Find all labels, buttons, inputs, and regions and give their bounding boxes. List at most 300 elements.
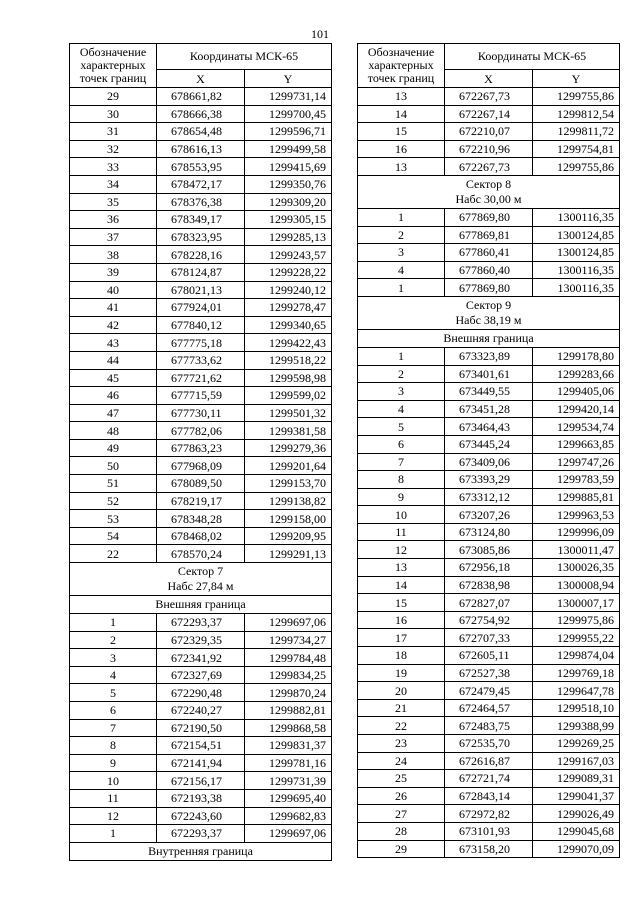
point-number: 13 [358, 88, 445, 106]
point-number: 10 [70, 772, 157, 790]
x-coordinate: 677721,62 [157, 369, 245, 387]
table-row [358, 158, 620, 176]
x-coordinate: 677863,23 [157, 439, 245, 457]
x-coordinate: 672154,51 [157, 737, 245, 755]
y-coordinate: 1300116,35 [533, 279, 620, 297]
point-number: 10 [358, 506, 445, 524]
y-coordinate: 1299769,18 [533, 664, 620, 682]
y-coordinate: 1299240,12 [245, 281, 332, 299]
point-number: 1 [70, 614, 157, 632]
table-row [70, 369, 332, 387]
y-coordinate: 1300008,94 [533, 576, 620, 594]
x-coordinate: 678472,17 [157, 175, 245, 193]
section-row [358, 329, 620, 347]
point-number: 26 [358, 787, 445, 805]
y-coordinate: 1300124,85 [533, 244, 620, 262]
point-number: 15 [358, 123, 445, 141]
x-coordinate: 672827,07 [445, 594, 533, 612]
x-coordinate: 678323,95 [157, 228, 245, 246]
table-row [70, 475, 332, 493]
table-row [70, 510, 332, 528]
y-coordinate: 1299700,45 [245, 105, 332, 123]
point-number: 13 [358, 158, 445, 176]
table-row [358, 735, 620, 753]
table-row [70, 666, 332, 684]
table-row [70, 422, 332, 440]
x-coordinate: 672605,11 [445, 647, 533, 665]
x-coordinate: 672290,48 [157, 684, 245, 702]
point-number: 50 [70, 457, 157, 475]
table-row [358, 383, 620, 401]
table-row [358, 88, 620, 106]
y-coordinate: 1299283,66 [533, 365, 620, 383]
point-number: 4 [358, 400, 445, 418]
y-coordinate: 1300124,85 [533, 226, 620, 244]
table-row [358, 435, 620, 453]
table-row [358, 244, 620, 262]
y-coordinate: 1299309,20 [245, 193, 332, 211]
point-number: 1 [358, 347, 445, 365]
point-number: 46 [70, 387, 157, 405]
y-coordinate: 1299784,48 [245, 649, 332, 667]
table-row [70, 457, 332, 475]
point-number: 3 [70, 649, 157, 667]
x-coordinate: 673464,43 [445, 418, 533, 436]
x-coordinate: 678616,13 [157, 140, 245, 158]
x-coordinate: 673393,29 [445, 471, 533, 489]
x-coordinate: 677840,12 [157, 316, 245, 334]
point-number: 47 [70, 404, 157, 422]
table-row [70, 316, 332, 334]
point-number: 32 [70, 140, 157, 158]
point-number: 43 [70, 334, 157, 352]
x-coordinate: 672721,74 [445, 770, 533, 788]
x-coordinate: 672267,73 [445, 158, 533, 176]
table-row [70, 772, 332, 790]
table-row [358, 717, 620, 735]
table-row [70, 211, 332, 229]
table-row [70, 631, 332, 649]
table-row [70, 105, 332, 123]
point-number: 2 [358, 365, 445, 383]
point-number: 51 [70, 475, 157, 493]
x-coordinate: 672243,60 [157, 807, 245, 825]
y-coordinate: 1299291,13 [245, 545, 332, 563]
point-number: 4 [358, 261, 445, 279]
y-coordinate: 1300026,35 [533, 559, 620, 577]
header-label: Обозначение характерных точек границ [70, 44, 157, 88]
y-coordinate: 1299697,06 [245, 614, 332, 632]
point-number: 12 [70, 807, 157, 825]
point-number: 13 [358, 559, 445, 577]
y-coordinate: 1299747,26 [533, 453, 620, 471]
table-row [70, 193, 332, 211]
point-number: 4 [70, 666, 157, 684]
x-coordinate: 672141,94 [157, 754, 245, 772]
y-coordinate: 1299070,09 [533, 840, 620, 858]
table-row [358, 105, 620, 123]
y-coordinate: 1299045,68 [533, 822, 620, 840]
x-coordinate: 672210,96 [445, 140, 533, 158]
section-row [70, 842, 332, 860]
point-number: 37 [70, 228, 157, 246]
y-coordinate: 1299731,39 [245, 772, 332, 790]
header-x: X [157, 70, 245, 88]
x-coordinate: 673207,26 [445, 506, 533, 524]
table-row [70, 351, 332, 369]
point-number: 2 [358, 226, 445, 244]
table-row [70, 545, 332, 563]
y-coordinate: 1299201,64 [245, 457, 332, 475]
y-coordinate: 1299499,58 [245, 140, 332, 158]
header-label: Обозначение характерных точек границ [358, 44, 445, 88]
x-coordinate: 677968,09 [157, 457, 245, 475]
x-coordinate: 672156,17 [157, 772, 245, 790]
point-number: 9 [70, 754, 157, 772]
y-coordinate: 1299501,32 [245, 404, 332, 422]
x-coordinate: 673323,89 [445, 347, 533, 365]
x-coordinate: 672707,33 [445, 629, 533, 647]
header-coords: Координаты МСК-65 [445, 44, 620, 70]
y-coordinate: 1299209,95 [245, 527, 332, 545]
table-row [358, 523, 620, 541]
x-coordinate: 673085,86 [445, 541, 533, 559]
table-row [70, 228, 332, 246]
header-y: Y [533, 70, 620, 88]
table-row [358, 208, 620, 226]
y-coordinate: 1300116,35 [533, 208, 620, 226]
table-row [358, 822, 620, 840]
section-title: Сектор 9 Набс 38,19 м [358, 296, 620, 329]
page-number: 101 [311, 27, 329, 41]
point-number: 48 [70, 422, 157, 440]
point-number: 29 [70, 88, 157, 106]
y-coordinate: 1299874,04 [533, 647, 620, 665]
table-row [358, 140, 620, 158]
table-row [358, 699, 620, 717]
x-coordinate: 672843,14 [445, 787, 533, 805]
x-coordinate: 672293,37 [157, 825, 245, 843]
table-row [358, 805, 620, 823]
x-coordinate: 673158,20 [445, 840, 533, 858]
point-number: 14 [358, 576, 445, 594]
point-number: 16 [358, 140, 445, 158]
header-x: X [445, 70, 533, 88]
table-row [70, 825, 332, 843]
table-row [70, 334, 332, 352]
x-coordinate: 678661,82 [157, 88, 245, 106]
table-row [70, 158, 332, 176]
header-coords: Координаты МСК-65 [157, 44, 332, 70]
point-number: 11 [358, 523, 445, 541]
x-coordinate: 678219,17 [157, 492, 245, 510]
x-coordinate: 673124,80 [445, 523, 533, 541]
table-row [358, 840, 620, 858]
point-number: 5 [70, 684, 157, 702]
y-coordinate: 1299885,81 [533, 488, 620, 506]
table-row [358, 559, 620, 577]
table-row [358, 576, 620, 594]
table-row [70, 299, 332, 317]
x-coordinate: 672341,92 [157, 649, 245, 667]
point-number: 54 [70, 527, 157, 545]
y-coordinate: 1299305,15 [245, 211, 332, 229]
table-row [358, 471, 620, 489]
table-row [70, 527, 332, 545]
point-number: 40 [70, 281, 157, 299]
table-row [358, 664, 620, 682]
x-coordinate: 672479,45 [445, 682, 533, 700]
point-number: 15 [358, 594, 445, 612]
table-row [358, 400, 620, 418]
y-coordinate: 1299420,14 [533, 400, 620, 418]
x-coordinate: 678349,17 [157, 211, 245, 229]
point-number: 28 [358, 822, 445, 840]
point-number: 34 [70, 175, 157, 193]
table-row [358, 594, 620, 612]
y-coordinate: 1299041,37 [533, 787, 620, 805]
y-coordinate: 1299518,10 [533, 699, 620, 717]
table-row [70, 387, 332, 405]
point-number: 3 [358, 244, 445, 262]
y-coordinate: 1299285,13 [245, 228, 332, 246]
point-number: 1 [358, 279, 445, 297]
y-coordinate: 1299405,06 [533, 383, 620, 401]
x-coordinate: 673445,24 [445, 435, 533, 453]
point-number: 22 [70, 545, 157, 563]
point-number: 16 [358, 611, 445, 629]
y-coordinate: 1299783,59 [533, 471, 620, 489]
table-row [70, 263, 332, 281]
table-row [70, 175, 332, 193]
y-coordinate: 1299269,25 [533, 735, 620, 753]
table-row [358, 506, 620, 524]
y-coordinate: 1299868,58 [245, 719, 332, 737]
y-coordinate: 1299754,81 [533, 140, 620, 158]
table-row [358, 123, 620, 141]
point-number: 20 [358, 682, 445, 700]
x-coordinate: 677869,80 [445, 279, 533, 297]
x-coordinate: 673451,28 [445, 400, 533, 418]
point-number: 27 [358, 805, 445, 823]
table-row [70, 281, 332, 299]
y-coordinate: 1299388,99 [533, 717, 620, 735]
x-coordinate: 673449,55 [445, 383, 533, 401]
point-number: 12 [358, 541, 445, 559]
point-number: 36 [70, 211, 157, 229]
y-coordinate: 1299870,24 [245, 684, 332, 702]
x-coordinate: 672193,38 [157, 789, 245, 807]
table-row [70, 88, 332, 106]
table-row [70, 439, 332, 457]
table-row [358, 647, 620, 665]
y-coordinate: 1299598,98 [245, 369, 332, 387]
y-coordinate: 1299647,78 [533, 682, 620, 700]
x-coordinate: 672464,57 [445, 699, 533, 717]
table-row [358, 488, 620, 506]
x-coordinate: 678468,02 [157, 527, 245, 545]
x-coordinate: 672293,37 [157, 614, 245, 632]
y-coordinate: 1299381,58 [245, 422, 332, 440]
y-coordinate: 1299138,82 [245, 492, 332, 510]
x-coordinate: 678124,87 [157, 263, 245, 281]
y-coordinate: 1300011,47 [533, 541, 620, 559]
x-coordinate: 672754,92 [445, 611, 533, 629]
x-coordinate: 672327,69 [157, 666, 245, 684]
section-row [70, 596, 332, 614]
x-coordinate: 672535,70 [445, 735, 533, 753]
x-coordinate: 678654,48 [157, 123, 245, 141]
x-coordinate: 672838,98 [445, 576, 533, 594]
point-number: 29 [358, 840, 445, 858]
x-coordinate: 672329,35 [157, 631, 245, 649]
point-number: 41 [70, 299, 157, 317]
y-coordinate: 1299682,83 [245, 807, 332, 825]
section-row [358, 175, 620, 208]
x-coordinate: 678228,16 [157, 246, 245, 264]
point-number: 35 [70, 193, 157, 211]
y-coordinate: 1299596,71 [245, 123, 332, 141]
point-number: 30 [70, 105, 157, 123]
y-coordinate: 1299350,76 [245, 175, 332, 193]
x-coordinate: 677860,41 [445, 244, 533, 262]
point-number: 52 [70, 492, 157, 510]
y-coordinate: 1299178,80 [533, 347, 620, 365]
point-number: 2 [70, 631, 157, 649]
header-y: Y [245, 70, 332, 88]
table-row [358, 752, 620, 770]
x-coordinate: 672972,82 [445, 805, 533, 823]
x-coordinate: 672956,18 [445, 559, 533, 577]
y-coordinate: 1299422,43 [245, 334, 332, 352]
table-row [70, 737, 332, 755]
x-coordinate: 678666,38 [157, 105, 245, 123]
table-row [358, 226, 620, 244]
table-row [70, 123, 332, 141]
y-coordinate: 1299243,57 [245, 246, 332, 264]
y-coordinate: 1299695,40 [245, 789, 332, 807]
table-row [358, 365, 620, 383]
point-number: 24 [358, 752, 445, 770]
point-number: 8 [70, 737, 157, 755]
table-row [70, 684, 332, 702]
y-coordinate: 1299755,86 [533, 88, 620, 106]
point-number: 1 [70, 825, 157, 843]
y-coordinate: 1299963,53 [533, 506, 620, 524]
table-row [358, 541, 620, 559]
y-coordinate: 1299518,22 [245, 351, 332, 369]
y-coordinate: 1299812,54 [533, 105, 620, 123]
y-coordinate: 1299167,03 [533, 752, 620, 770]
point-number: 19 [358, 664, 445, 682]
y-coordinate: 1299955,22 [533, 629, 620, 647]
x-coordinate: 677730,11 [157, 404, 245, 422]
table-row [358, 629, 620, 647]
point-number: 38 [70, 246, 157, 264]
y-coordinate: 1299663,85 [533, 435, 620, 453]
x-coordinate: 678376,38 [157, 193, 245, 211]
x-coordinate: 677860,40 [445, 261, 533, 279]
y-coordinate: 1299975,86 [533, 611, 620, 629]
table-row [358, 418, 620, 436]
table-row [70, 702, 332, 720]
table-row [358, 279, 620, 297]
y-coordinate: 1299340,65 [245, 316, 332, 334]
x-coordinate: 672483,75 [445, 717, 533, 735]
x-coordinate: 677733,62 [157, 351, 245, 369]
point-number: 17 [358, 629, 445, 647]
point-number: 7 [70, 719, 157, 737]
y-coordinate: 1299534,74 [533, 418, 620, 436]
x-coordinate: 673409,06 [445, 453, 533, 471]
point-number: 42 [70, 316, 157, 334]
table-row [70, 614, 332, 632]
y-coordinate: 1299415,69 [245, 158, 332, 176]
y-coordinate: 1299158,00 [245, 510, 332, 528]
y-coordinate: 1299834,25 [245, 666, 332, 684]
x-coordinate: 673401,61 [445, 365, 533, 383]
section-title: Внешняя граница [70, 596, 332, 614]
x-coordinate: 672210,07 [445, 123, 533, 141]
table-row [70, 140, 332, 158]
point-number: 33 [70, 158, 157, 176]
x-coordinate: 678553,95 [157, 158, 245, 176]
table-row [358, 770, 620, 788]
x-coordinate: 673101,93 [445, 822, 533, 840]
y-coordinate: 1299153,70 [245, 475, 332, 493]
table-body-right [358, 88, 620, 858]
point-number: 14 [358, 105, 445, 123]
y-coordinate: 1299882,81 [245, 702, 332, 720]
table-row [358, 261, 620, 279]
point-number: 25 [358, 770, 445, 788]
y-coordinate: 1299228,22 [245, 263, 332, 281]
point-number: 45 [70, 369, 157, 387]
y-coordinate: 1299755,86 [533, 158, 620, 176]
point-number: 23 [358, 735, 445, 753]
y-coordinate: 1299697,06 [245, 825, 332, 843]
x-coordinate: 677775,18 [157, 334, 245, 352]
point-number: 49 [70, 439, 157, 457]
coordinates-table-left [69, 43, 332, 861]
x-coordinate: 672240,27 [157, 702, 245, 720]
y-coordinate: 1299026,49 [533, 805, 620, 823]
point-number: 7 [358, 453, 445, 471]
y-coordinate: 1300007,17 [533, 594, 620, 612]
x-coordinate: 672267,14 [445, 105, 533, 123]
table-row [70, 719, 332, 737]
x-coordinate: 678089,50 [157, 475, 245, 493]
y-coordinate: 1299279,36 [245, 439, 332, 457]
table-body-left [70, 88, 332, 861]
table-row [358, 347, 620, 365]
point-number: 5 [358, 418, 445, 436]
point-number: 53 [70, 510, 157, 528]
x-coordinate: 677924,01 [157, 299, 245, 317]
section-row [70, 563, 332, 596]
table-row [358, 453, 620, 471]
x-coordinate: 677869,81 [445, 226, 533, 244]
table-row [70, 649, 332, 667]
point-number: 6 [70, 702, 157, 720]
y-coordinate: 1300116,35 [533, 261, 620, 279]
point-number: 3 [358, 383, 445, 401]
x-coordinate: 677869,80 [445, 208, 533, 226]
x-coordinate: 672527,38 [445, 664, 533, 682]
y-coordinate: 1299781,16 [245, 754, 332, 772]
point-number: 21 [358, 699, 445, 717]
point-number: 9 [358, 488, 445, 506]
